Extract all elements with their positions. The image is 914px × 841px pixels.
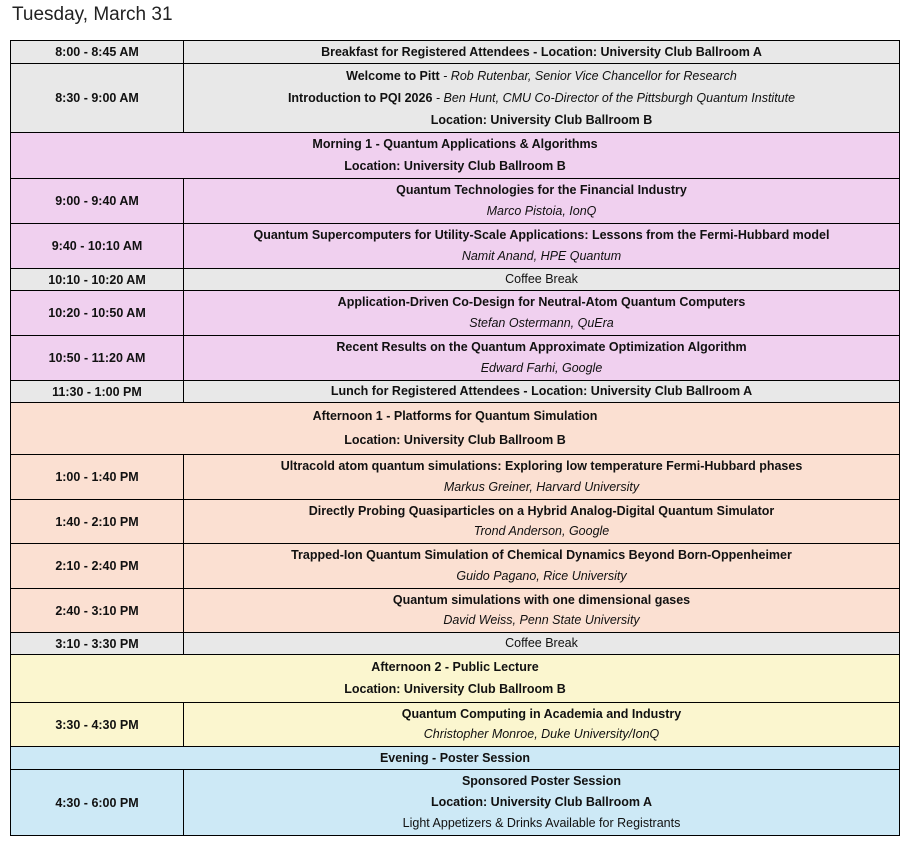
talk-title: Sponsored Poster Session <box>461 774 622 788</box>
event-cell: Coffee Break <box>505 636 578 650</box>
table-row-coffee-break <box>11 633 899 655</box>
table-row-breakfast <box>11 41 899 64</box>
event-cell <box>184 291 899 335</box>
table-row-talk <box>11 291 899 336</box>
speaker: Stefan Ostermann, QuEra <box>469 316 614 330</box>
table-row-talk <box>11 224 899 269</box>
time-cell: 1:00 - 1:40 PM <box>11 455 184 499</box>
time-cell: 9:00 - 9:40 AM <box>11 179 184 223</box>
event-cell <box>184 179 899 223</box>
table-row-coffee-break <box>11 269 899 291</box>
speaker: - Ben Hunt, CMU Co-Director of the Pittsburgh Quantum Institute <box>432 90 796 105</box>
schedule-table <box>10 40 900 836</box>
session-title: Morning 1 - Quantum Applications & Algorithms <box>312 137 598 152</box>
session-title: Afternoon 2 - Public Lecture <box>371 659 539 674</box>
talk-title: Trapped-Ion Quantum Simulation of Chemical Dynamics Beyond Born-Oppenheimer <box>291 548 792 562</box>
table-row-poster-session <box>11 770 899 835</box>
session-header-cell <box>11 655 899 702</box>
event-cell <box>184 455 899 499</box>
event-cell: Breakfast for Registered Attendees - Location: University Club Ballroom A <box>321 44 762 59</box>
location: Location: University Club Ballroom B <box>344 158 566 173</box>
speaker: David Weiss, Penn State University <box>443 613 640 628</box>
event-cell <box>184 500 899 543</box>
table-row-talk <box>11 455 899 500</box>
talk-title: Recent Results on the Quantum Approximate Optimization Algorithm <box>336 340 747 354</box>
table-row-talk <box>11 589 899 633</box>
session-header-cell <box>11 747 899 769</box>
time-cell: 3:30 - 4:30 PM <box>11 703 184 746</box>
event-cell <box>184 336 899 380</box>
speaker: Namit Anand, HPE Quantum <box>461 249 622 263</box>
table-row-welcome <box>11 64 899 133</box>
talk-title: Welcome to Pitt <box>346 68 440 83</box>
session-header-afternoon-1 <box>11 403 899 455</box>
session-title: Evening - Poster Session <box>379 750 531 765</box>
talk-title: Introduction to PQI 2026 <box>287 90 433 105</box>
time-cell: 11:30 - 1:00 PM <box>11 381 184 402</box>
session-header-evening <box>11 747 899 770</box>
event-cell <box>184 703 899 746</box>
event-cell <box>184 589 899 632</box>
table-row-lunch <box>11 381 899 403</box>
session-header-cell <box>11 403 899 454</box>
location: Location: University Club Ballroom B <box>430 112 653 127</box>
session-title: Afternoon 1 - Platforms for Quantum Simulation <box>312 408 598 423</box>
talk-title: Quantum Computing in Academia and Industry <box>401 706 682 721</box>
page-title: Tuesday, March 31 <box>12 4 173 25</box>
talk-title: Quantum Supercomputers for Utility-Scale Applications: Lessons from the Fermi-Hubbard model <box>253 228 830 242</box>
time-cell: 10:20 - 10:50 AM <box>11 291 184 335</box>
speaker: Marco Pistoia, IonQ <box>486 204 597 218</box>
table-row-talk <box>11 703 899 747</box>
talk-title: Ultracold atom quantum simulations: Exploring low temperature Fermi-Hubbard phases <box>280 459 803 473</box>
talk-title: Directly Probing Quasiparticles on a Hybrid Analog-Digital Quantum Simulator <box>308 503 775 518</box>
time-cell: 9:40 - 10:10 AM <box>11 224 184 268</box>
event-cell <box>184 224 899 268</box>
table-row-talk <box>11 544 899 589</box>
time-cell: 10:10 - 10:20 AM <box>11 269 184 290</box>
welcome-line <box>346 69 737 84</box>
time-cell: 8:30 - 9:00 AM <box>11 64 184 132</box>
time-cell: 10:50 - 11:20 AM <box>11 336 184 380</box>
time-cell: 1:40 - 2:10 PM <box>11 500 184 543</box>
table-row-talk <box>11 179 899 224</box>
session-header-morning-1 <box>11 133 899 179</box>
note: Light Appetizers & Drinks Available for Registrants <box>402 816 681 830</box>
speaker: - Rob Rutenbar, Senior Vice Chancellor for Research <box>439 68 737 83</box>
speaker: Christopher Monroe, Duke University/IonQ <box>423 727 660 742</box>
time-cell: 2:10 - 2:40 PM <box>11 544 184 588</box>
speaker: Trond Anderson, Google <box>473 524 610 539</box>
time-cell: 8:00 - 8:45 AM <box>11 41 184 63</box>
time-cell: 3:10 - 3:30 PM <box>11 633 184 654</box>
location: Location: University Club Ballroom B <box>344 433 566 448</box>
talk-title: Quantum simulations with one dimensional gases <box>392 592 691 607</box>
intro-line <box>288 91 795 106</box>
event-cell: Coffee Break <box>505 272 578 286</box>
speaker: Markus Greiner, Harvard University <box>443 480 640 494</box>
table-row-talk <box>11 500 899 544</box>
talk-title: Application-Driven Co-Design for Neutral-Atom Quantum Computers <box>337 295 746 309</box>
location: Location: University Club Ballroom A <box>430 795 653 809</box>
table-row-talk <box>11 336 899 381</box>
session-header-afternoon-2 <box>11 655 899 703</box>
speaker: Edward Farhi, Google <box>480 361 603 375</box>
event-cell <box>184 544 899 588</box>
event-cell <box>184 770 899 835</box>
speaker: Guido Pagano, Rice University <box>456 569 627 583</box>
talk-title: Quantum Technologies for the Financial Industry <box>396 183 687 197</box>
time-cell: 4:30 - 6:00 PM <box>11 770 184 835</box>
event-cell <box>184 64 899 132</box>
location: Location: University Club Ballroom B <box>344 682 566 697</box>
event-cell: Lunch for Registered Attendees - Location: University Club Ballroom A <box>330 384 753 398</box>
session-header-cell <box>11 133 899 178</box>
time-cell: 2:40 - 3:10 PM <box>11 589 184 632</box>
